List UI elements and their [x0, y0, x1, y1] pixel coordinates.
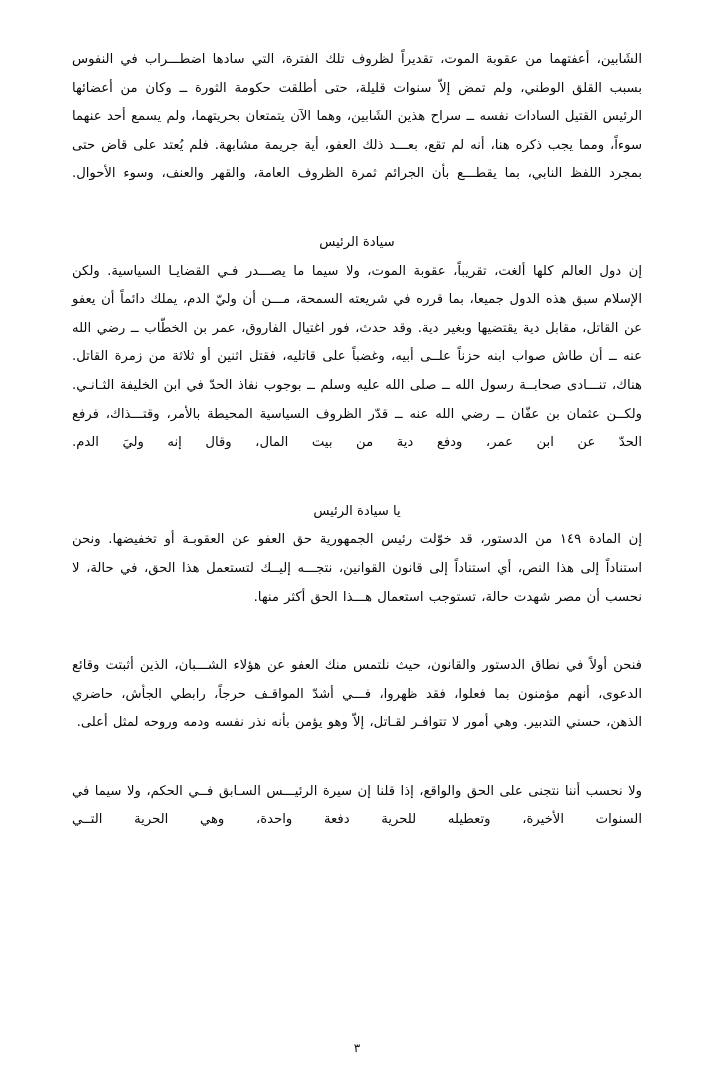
page-number: ٣: [353, 1041, 361, 1055]
paragraph-4: فنحن أولاً في نطاق الدستور والقانون، حيث نلتمس منك العفو عن هؤلاء الشـــبان، الذين أثبتت وقائع الدعوى، أنهم مؤمنون بما فعلوا، فقد ظهروا، فـــي أشدّ المواقـف حرجاً، رابطي الجأش، حاضري الذهن، حسني التدبير. وهي أمور لا تتوافـر لقـاتل، إلاّ وهو يؤمن بأنه نذر نفسه ودمه وروحه لمثل أعلى.: [72, 658, 642, 731]
section-heading-1: سيادة الرئيس: [319, 234, 395, 250]
spacer: [72, 738, 642, 778]
spacer: [72, 612, 642, 652]
document-body: [72, 46, 642, 835]
paragraph-5: ولا نحسب أننا نتجنى على الحق والواقع، إذا قلنا إن سيرة الرئيـــس السـابق فــي الحكم، ولا سيما في السنوات الأخيرة، وتعطيله للحرية دفعة واحدة، وهي الحرية التــي: [72, 783, 642, 828]
spacer: [72, 458, 642, 498]
paragraph-1: الشَابين، أعفتهما من عقوبة الموت، تقديراً لظروف تلك الفترة، التي سادها اضطـــراب في النفوس بسبب القلق الوطني، ولم تمض إلاّ سنوات قليلة، حتى أطلقت حكومة الثورة ــ وكان من أعضائها الرئيس القتيل السادات نفسه ــ سراح هذين الشَابين، وهما الآن يتمتعان بحريتهما، ولم يسمع أحد عنهما سوءاً، ومما يجب ذكره هنا، أنه لم تقع، بعـــد ذلك العفو، أية جريمة مشابهة. فلم يُعتد على قاض حتى بمجرد اللفظ النابي، بما يقطـــع بأن الجرائم ثمرة الظروف العامة، والقهر والعنف، وسوء الأحوال.: [72, 52, 642, 182]
spacer: [72, 189, 642, 229]
paragraph-2: إن دول العالم كلها ألغت، تقريباً، عقوبة الموت، ولا سيما ما يصـــدر فـي القضايـا السياسية. ولكن الإسلام سبق هذه الدول جميعا، بما قرره في شريعته السمحة، مـــن أن وليّ الدم، يملك دائماً أن يعفو عن القاتل، مقابل دية يقتضيها وبغير دية. وقد حدث، فور اغتيال الفاروق، عمر بن الخطّاب ــ رضي الله عنه ــ أن طاش صواب ابنه حزناً علــى أبيه، وغضباً على قاتليه، فقتل اثنين أو ثلاثة من زمرة القاتل. هناك، تنـــادى صحابــة رسول الله ــ صلى الله عليه وسلم ــ بوجوب نفاذ الحدّ في ابن الخليفة الثـانـي. ولكــن عثمان بن عفّان ــ رضي الله عنه ــ قدّر الظروف السياسية المحيطة بالأمر، وقتـــذاك، فرفع الحدّ عن ابن عمر، ودفع دية من بيت المال، وقال إنه وليَ الدم.: [72, 263, 642, 451]
section-heading-2: يا سيادة الرئيس: [313, 503, 401, 519]
paragraph-3: إن المادة ١٤٩ من الدستور، قد خوّلت رئيس الجمهورية حق العفو عن العقوبـة أو تخفيضها. ونحن استناداً إلى هذا النص، أي استناداً إلى قانون القوانين، نتجـــه إليــك لتستعمل هذا الحق، في حالة، لا نحسب أن مصر شهدت حالة، تستوجب استعمال هـــذا الحق أكثر منها.: [72, 532, 642, 605]
